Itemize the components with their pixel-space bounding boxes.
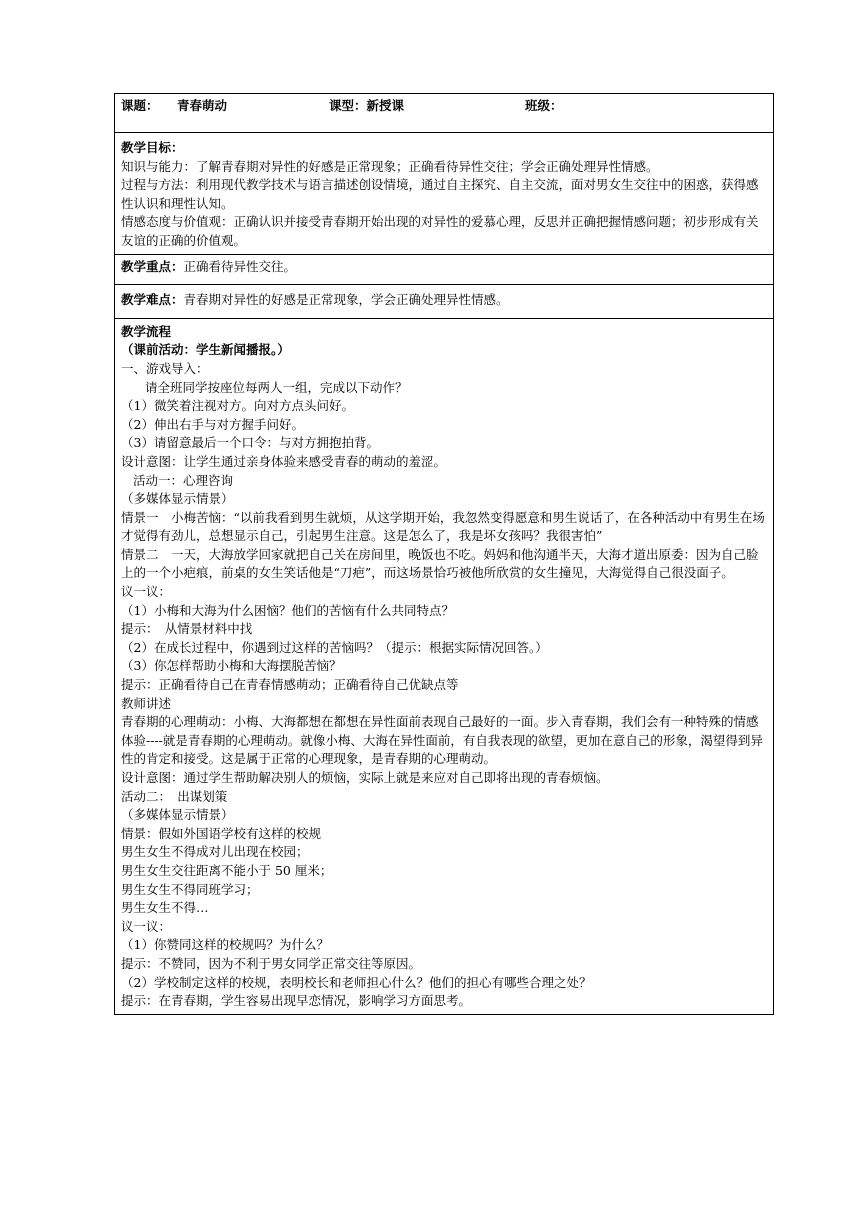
process-line: 设计意图：让学生通过亲身体验来感受青春的萌动的羞涩。 <box>121 453 447 469</box>
header-row <box>115 94 774 133</box>
process-line: 情景二 一天，大海放学回家就把自己关在房间里，晚饭也不吃。妈妈和他沟通半天，大海才道出原委：因为自己脸上的一个小疤痕，前桌的女生笑话他是“刀疤”，而这场景恰巧被他所欣赏的女生撞见，大海觉得自己很没面子。 <box>121 546 759 581</box>
process-line: 提示：不赞同，因为不利于男女同学正常交往等原因。 <box>121 955 422 971</box>
objective-emotion: 情感态度与价值观：正确认识并接受青春期开始出现的对异性的爱慕心理，反思并正确把握情感问题；初步形成有关友谊的正确的价值观。 <box>121 214 759 248</box>
process-line: （2）学校制定这样的校规，表明校长和老师担心什么？他们的担心有哪些合理之处？ <box>121 974 592 990</box>
process-line: （2）在成长过程中，你遇到过这样的苦恼吗？（提示：根据实际情况回答。） <box>121 639 548 655</box>
key-point-row <box>115 254 774 285</box>
process-line: 青春期的心理萌动：小梅、大海都想在都想在异性面前表现自己最好的一面。步入青春期，我们会有一种特殊的情感体验----就是青春期的心理萌动。就像小梅、大海在异性面前，有自我表现的欲望，更加在意自己的形象，渴望得到异性的肯定和接受。这是属于正常的心理现象，是青春期的心理萌动。 <box>121 714 763 767</box>
difficulty-row <box>115 285 774 319</box>
difficulty-text: 青春期对异性的好感是正常现象，学会正确处理异性情感。 <box>183 292 509 308</box>
difficulty-cell <box>115 285 774 319</box>
process-line: 活动二： 出谋划策 <box>121 788 228 804</box>
objectives-title: 教学目标： <box>121 140 184 155</box>
process-line: 提示：在青春期，学生容易出现早恋情况，影响学习方面思考。 <box>121 993 472 1009</box>
key-point-label: 教学重点： <box>121 258 184 274</box>
process-line: 男生女生不得… <box>121 900 209 916</box>
class-label: 班级： <box>525 98 563 113</box>
key-point-text: 正确看待异性交往。 <box>183 258 297 274</box>
process-line: （3）请留意最后一个口令：与对方拥抱拍背。 <box>121 435 379 451</box>
process-line: 议一议： <box>121 918 172 934</box>
objectives-row <box>115 133 774 255</box>
topic-value: 青春萌动 <box>177 98 228 113</box>
process-line: 情景：假如外国语学校有这样的校规 <box>121 825 322 841</box>
lesson-type: 课型：新授课 <box>329 98 405 113</box>
process-line: 男生女生不得成对儿出现在校园； <box>121 844 309 860</box>
objectives-cell <box>115 133 774 255</box>
process-line: 请全班同学按座位每两人一组，完成以下动作？ <box>145 379 408 395</box>
process-line: 男生女生不得同班学习； <box>121 881 259 897</box>
process-line: 一、游戏导入： <box>121 360 209 376</box>
process-line: 活动一：心理咨询 <box>133 472 234 488</box>
process-line: 设计意图：通过学生帮助解决别人的烦恼，实际上就是来应对自己即将出现的青春烦恼。 <box>121 770 609 785</box>
process-title: 教学流程 <box>121 323 172 339</box>
process-line: （1）你赞同这样的校规吗？为什么？ <box>121 937 329 953</box>
process-line: （多媒体显示情景） <box>121 807 234 823</box>
objective-knowledge: 知识与能力：了解青春期对异性的好感是正常现象；正确看待异性交往；学会正确处理异性情感。 <box>121 158 659 174</box>
process-line: （2）伸出右手与对方握手问好。 <box>121 416 304 432</box>
process-line: （多媒体显示情景） <box>121 491 234 507</box>
objective-process: 过程与方法：利用现代教学技术与语言描述创设情境，通过自主探究、自主交流，面对男女生交往中的困惑，获得感性认识和理性认知。 <box>121 177 759 211</box>
process-row <box>115 318 774 1014</box>
process-line: 情景一 小梅苦恼：“以前我看到男生就烦，从这学期开始，我忽然变得愿意和男生说话了，在各种活动中有男生在场才觉得有劲儿，总想显示自己，引起男生注意。这是怎么了，我是坏女孩吗？我很害怕” <box>121 509 765 544</box>
difficulty-label: 教学难点： <box>121 292 184 308</box>
process-line: 提示：正确看待自己在青春情感萌动；正确看待自己优缺点等 <box>121 677 459 693</box>
process-line: 提示： 从情景材料中找 <box>121 621 253 637</box>
process-line: 男生女生交往距离不能小于 50 厘米； <box>121 862 333 878</box>
topic-label: 课题： <box>121 98 159 113</box>
header-cell <box>115 94 774 133</box>
process-line: （3）你怎样帮助小梅和大海摆脱苦恼？ <box>121 658 342 674</box>
pre-activity: （课前活动：学生新闻播报。） <box>121 342 290 358</box>
lesson-plan-table <box>114 93 774 1015</box>
process-line: 议一议： <box>121 584 172 600</box>
process-line: 教师讲述 <box>121 695 172 711</box>
process-line: （1）微笑着注视对方。向对方点头问好。 <box>121 398 354 414</box>
process-line: （1）小梅和大海为什么困恼？他们的苦恼有什么共同特点？ <box>121 602 454 618</box>
key-point-cell <box>115 254 774 285</box>
process-cell <box>115 318 774 1014</box>
